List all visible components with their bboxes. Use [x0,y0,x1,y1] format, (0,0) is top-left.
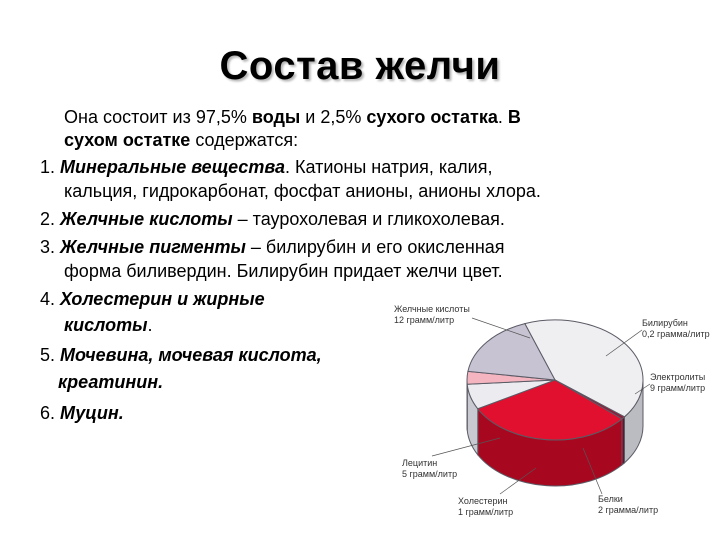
item-term: Муцин. [60,403,124,423]
slice-холестерин-value-label: 1 грамм/литр [458,507,514,517]
bile-composition-pie-chart [380,298,720,528]
list-item-6 [40,402,124,425]
item-number: 3. [40,237,61,257]
list-item-1-cont: кальция, гидрокарбонат, фосфат анионы, анионы хлора. [64,181,541,201]
item-number: 5. [40,345,61,365]
item-number: 1. [40,157,61,177]
slice-холестерин-label: Холестерин [458,496,508,506]
list-item-2 [40,208,505,231]
intro-line-2 [64,129,298,152]
item-term: Холестерин и жирные [60,289,265,309]
item-number: 6. [40,403,61,423]
list-item-4 [40,288,265,311]
item-term: Желчные кислоты [60,209,233,229]
item-term: кислоты [64,315,148,335]
slice-билирубин-label: Билирубин [642,318,688,328]
slice-желчные-кислоты-value-label: 12 грамм/литр [394,315,455,325]
slice-электролиты-label: Электролиты [650,372,706,382]
slice-желчные-кислоты-label: Желчные кислоты [394,304,470,314]
list-item-5 [40,344,322,367]
list-item-1 [40,156,492,179]
intro-text: и 2,5% [300,107,367,127]
list-item-3-cont: форма биливердин. Билирубин придает желчи цвет. [64,261,503,281]
item-text: – билирубин и его окисленная [245,237,505,257]
list-item-3 [40,236,505,259]
item-text: – таурохолевая и гликохолевая. [232,209,505,229]
item-text: . Катионы натрия, калия, [284,157,493,177]
item-term: Желчные пигменты [60,237,246,257]
intro-text: содержатся: [190,130,299,150]
intro-bold-water: воды [251,107,301,127]
list-item-4-cont [64,314,152,337]
item-term: Мочевина, мочевая кислота, [60,345,322,365]
intro-bold-in: В [507,107,521,127]
slide-title: Состав желчи [219,44,501,88]
intro-text: Она состоит из 97,5% [64,107,252,127]
slice-лецитин-label: Лецитин [402,458,438,468]
item-text: . [147,315,153,335]
item-term: Минеральные вещества [60,157,285,177]
item-term: креатинин. [58,372,164,392]
slice-билирубин-value-label: 0,2 грамма/литр [642,329,710,339]
intro-text: . [497,107,508,127]
slice-лецитин-value-label: 5 грамм/литр [402,469,458,479]
list-item-5-cont [58,371,163,394]
item-number: 4. [40,289,61,309]
item-number: 2. [40,209,61,229]
slice-электролиты-value-label: 9 грамм/литр [650,383,706,393]
intro-line-1 [64,106,521,129]
slice-белки-value-label: 2 грамма/литр [598,505,659,515]
intro-bold-dry-residue: сухого остатка [366,107,498,127]
intro-bold-dry-residue-2: сухом остатке [64,130,191,150]
slice-белки-label: Белки [598,494,623,504]
